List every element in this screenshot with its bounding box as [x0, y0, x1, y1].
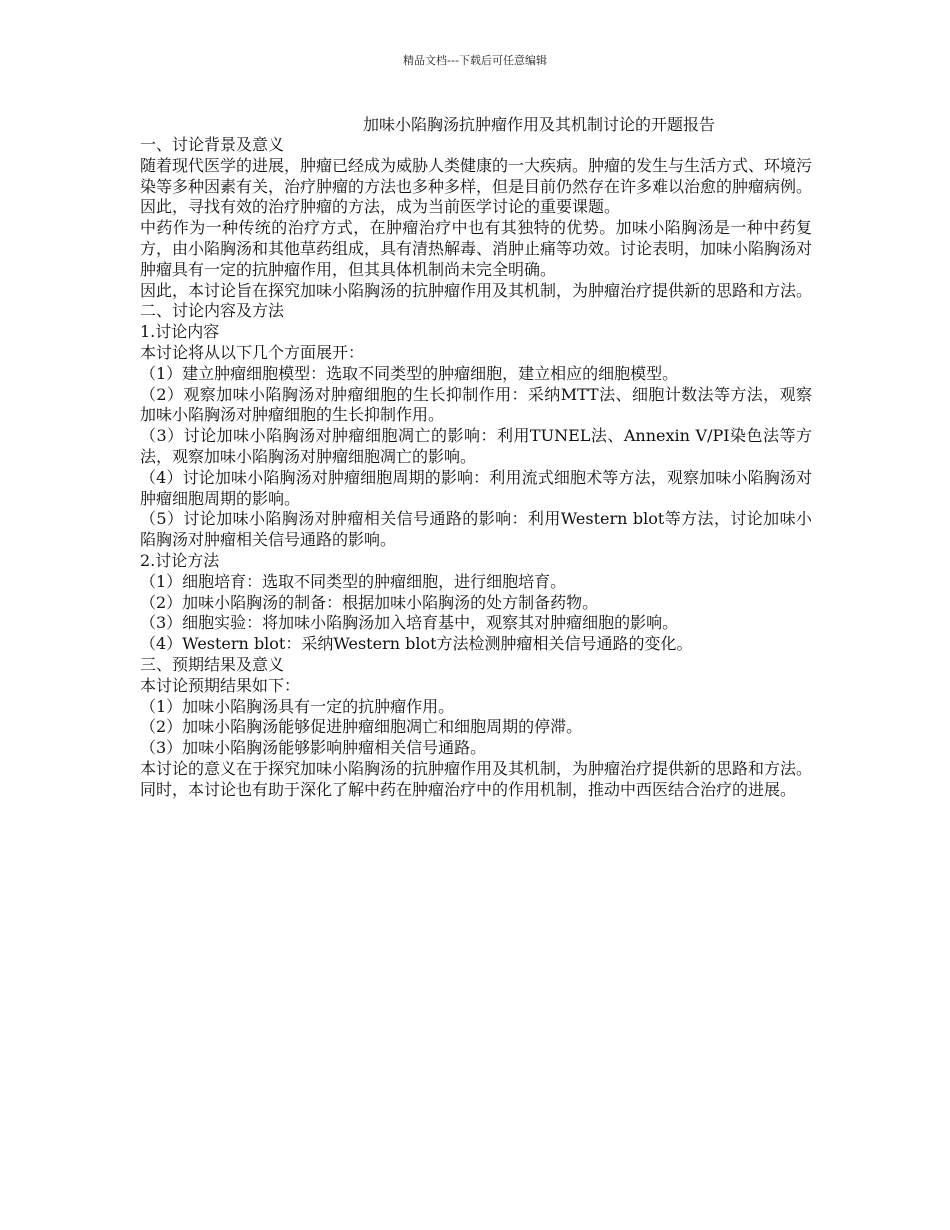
section-heading-expected-results: 三、预期结果及意义	[140, 654, 285, 674]
list-item-content-4: （4）讨论加味小陷胸汤对肿瘤细胞周期的影响：利用流式细胞术等方法，观察加味小陷胸汤对肿瘤细胞周期的影响。	[140, 467, 812, 508]
list-item-method-1: （1）细胞培育：选取不同类型的肿瘤细胞，进行细胞培育。	[140, 571, 567, 591]
list-item-method-3: （3）细胞实验：将加味小陷胸汤加入培育基中，观察其对肿瘤细胞的影响。	[140, 613, 679, 633]
section-heading-content-methods: 二、讨论内容及方法	[140, 301, 285, 321]
paragraph-content-intro: 本讨论将从以下几个方面展开：	[140, 342, 365, 362]
list-item-content-3: （3）讨论加味小陷胸汤对肿瘤细胞凋亡的影响：利用TUNEL法、Annexin V/PI染色法等方法，观察加味小陷胸汤对肿瘤细胞凋亡的影响。	[140, 426, 812, 466]
list-item-result-2: （2）加味小陷胸汤能够促进肿瘤细胞凋亡和细胞周期的停滞。	[140, 717, 583, 737]
list-item-method-4: （4）Western blot：采纳Western blot方法检测肿瘤相关信号通路的变化。	[140, 634, 693, 654]
paragraph-background: 随着现代医学的进展，肿瘤已经成为威胁人类健康的一大疾病。肿瘤的发生与生活方式、环境污染等多种因素有关，治疗肿瘤的方法也多种多样，但是目前仍然存在许多难以治愈的肿瘤病例。因此，寻找有效的治疗肿瘤的方法，成为当前医学讨论的重要课题。	[140, 155, 813, 217]
list-item-result-3: （3）加味小陷胸汤能够影响肿瘤相关信号通路。	[140, 738, 487, 758]
subheading-methods: 2.讨论方法	[140, 550, 220, 570]
page-header-watermark: 精品文档---下载后可任意编辑	[403, 54, 547, 67]
list-item-result-1: （1）加味小陷胸汤具有一定的抗肿瘤作用。	[140, 696, 455, 716]
paragraph-results-intro: 本讨论预期结果如下：	[140, 675, 301, 695]
paragraph-purpose: 因此，本讨论旨在探究加味小陷胸汤的抗肿瘤作用及其机制，为肿瘤治疗提供新的思路和方法。	[140, 280, 813, 300]
section-heading-background: 一、讨论背景及意义	[140, 135, 285, 154]
document-body	[140, 114, 812, 801]
list-item-content-2: （2）观察加味小陷胸汤对肿瘤细胞的生长抑制作用：采纳MTT法、细胞计数法等方法，观察加味小陷胸汤对肿瘤细胞的生长抑制作用。	[140, 384, 812, 425]
document-title: 加味小陷胸汤抗肿瘤作用及其机制讨论的开题报告	[363, 115, 716, 134]
paragraph-tcm-advantage: 中药作为一种传统的治疗方式，在肿瘤治疗中也有其独特的优势。加味小陷胸汤是一种中药复方，由小陷胸汤和其他草药组成，具有清热解毒、消肿止痛等功效。讨论表明，加味小陷胸汤对肿瘤具有一定的抗肿瘤作用，但其具体机制尚未完全明确。	[140, 218, 813, 279]
subheading-content: 1.讨论内容	[140, 322, 220, 342]
list-item-content-5: （5）讨论加味小陷胸汤对肿瘤相关信号通路的影响：利用Western blot等方法，讨论加味小陷胸汤对肿瘤相关信号通路的影响。	[140, 509, 812, 550]
paragraph-significance: 本讨论的意义在于探究加味小陷胸汤的抗肿瘤作用及其机制，为肿瘤治疗提供新的思路和方法。同时，本讨论也有助于深化了解中药在肿瘤治疗中的作用机制，推动中西医结合治疗的进展。	[140, 758, 813, 799]
list-item-content-1: （1）建立肿瘤细胞模型：选取不同类型的肿瘤细胞，建立相应的细胞模型。	[140, 363, 679, 383]
list-item-method-2: （2）加味小陷胸汤的制备：根据加味小陷胸汤的处方制备药物。	[140, 592, 599, 612]
